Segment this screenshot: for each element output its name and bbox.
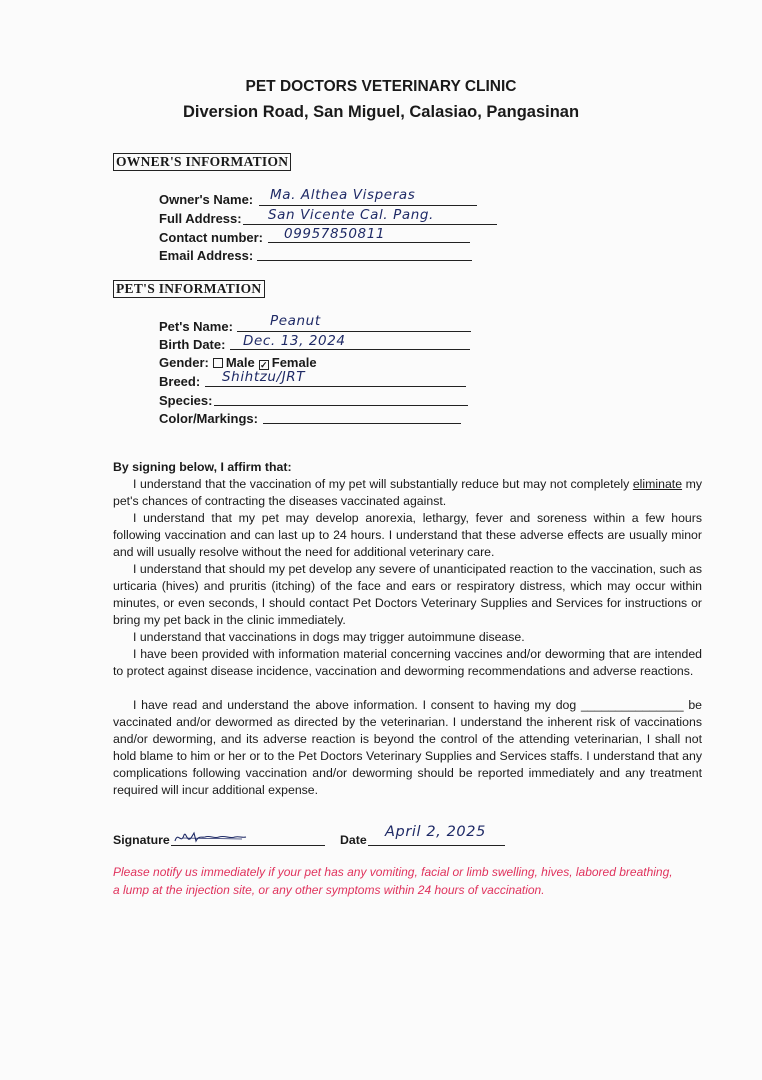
gender-row <box>159 355 317 370</box>
gender-female-label: Female <box>271 355 317 370</box>
affirmation-p6b: be vaccinated and/or dewormed as directed by the veterinarian. I understand the inherent risk of vaccinations and/or deworming, and its adverse reaction is beyond the control of the attending veterinarian, I shall not hold blame to him or her or to the Pet Doctors Veterinary Supplies and Services staffs. I understand that any complications following vaccination and/or deworming should be reported immediately and any treatment required will incur additional expense. <box>113 698 702 797</box>
owner-name-label: Owner's Name: <box>159 192 254 207</box>
signature-label: Signature <box>113 833 170 847</box>
owner-section-heading: OWNER'S INFORMATION <box>113 153 291 171</box>
pet-name-line <box>237 331 471 332</box>
affirmation-p2: I understand that my pet may develop anorexia, lethargy, fever and soreness within a few hours following vaccination and can last up to 24 hours. I understand that these adverse effects are usually minor and will usually resolve without the need for additional veterinary care. <box>113 511 702 559</box>
birth-date-line <box>230 349 470 350</box>
vaccination-warning-note: Please notify us immediately if your pet has any vomiting, facial or limb swelling, hives, labored breathing, a lump at the injection site, or any other symptoms within 24 hours of vaccination. <box>113 865 673 897</box>
species-label: Species: <box>159 393 213 408</box>
date-line <box>368 845 505 846</box>
date-label: Date <box>340 833 367 847</box>
color-label: Color/Markings: <box>159 411 258 426</box>
breed-line <box>205 386 466 387</box>
affirmation-p1a: I understand that the vaccination of my pet will substantially reduce but may not completely <box>133 477 630 491</box>
clinic-address: Diversion Road, San Miguel, Calasiao, Pangasinan <box>182 103 580 121</box>
dog-name-blank[interactable]: _______________ <box>580 698 684 712</box>
address-value[interactable]: San Vicente Cal. Pang. <box>268 207 434 223</box>
email-line <box>257 260 472 261</box>
date-value[interactable]: April 2, 2025 <box>385 824 486 840</box>
species-line <box>214 405 468 406</box>
breed-label: Breed: <box>159 374 201 389</box>
pet-name-value[interactable]: Peanut <box>270 313 321 329</box>
owner-name-value[interactable]: Ma. Althea Visperas <box>270 187 416 203</box>
pet-section-heading: PET'S INFORMATION <box>113 280 265 298</box>
gender-male-label: Male <box>225 355 255 370</box>
affirmation-p1b: my pet's chances of contracting the diseases vaccinated against. <box>113 477 703 508</box>
eliminate-underlined: eliminate <box>632 477 683 491</box>
birth-date-label: Birth Date: <box>159 337 226 352</box>
email-label: Email Address: <box>159 248 254 263</box>
contact-label: Contact number: <box>159 230 263 245</box>
birth-date-value[interactable]: Dec. 13, 2024 <box>243 333 346 349</box>
clinic-name: PET DOCTORS VETERINARY CLINIC <box>245 78 517 95</box>
affirmation-intro: By signing below, I affirm that: <box>113 460 292 474</box>
address-label: Full Address: <box>159 211 242 226</box>
affirmation-p4: I understand that vaccinations in dogs may trigger autoimmune disease. <box>133 630 525 644</box>
contact-line <box>268 242 470 243</box>
address-line <box>243 224 497 225</box>
affirmation-p5: I have been provided with information material concerning vaccines and/or deworming that are intended to protect against disease incidence, vaccination and deworming recommendations and adverse reactions. <box>113 647 702 678</box>
affirmation-p3: I understand that should my pet develop any severe of unanticipated reaction to the vaccination, such as urticaria (hives) and pruritis (itching) of the face and ears or respiratory distress, which may occur within minutes, or even seconds, I should contact Pet Doctors Veterinary Supplies and Services for instructions or bring my pet back in the clinic immediately. <box>113 562 702 627</box>
contact-value[interactable]: 09957850811 <box>284 226 386 242</box>
pet-name-label: Pet's Name: <box>159 319 233 334</box>
signature-scribble <box>172 829 252 847</box>
gender-label: Gender: <box>159 355 209 370</box>
affirmation-p1 <box>113 476 702 510</box>
breed-value[interactable]: Shihtzu/JRT <box>222 369 306 385</box>
affirmation-p6a: I have read and understand the above information. I consent to having my dog <box>133 698 577 712</box>
owner-name-line <box>259 205 477 206</box>
color-line <box>263 423 461 424</box>
gender-male-checkbox[interactable] <box>213 358 223 368</box>
affirmation-p6 <box>113 697 702 799</box>
